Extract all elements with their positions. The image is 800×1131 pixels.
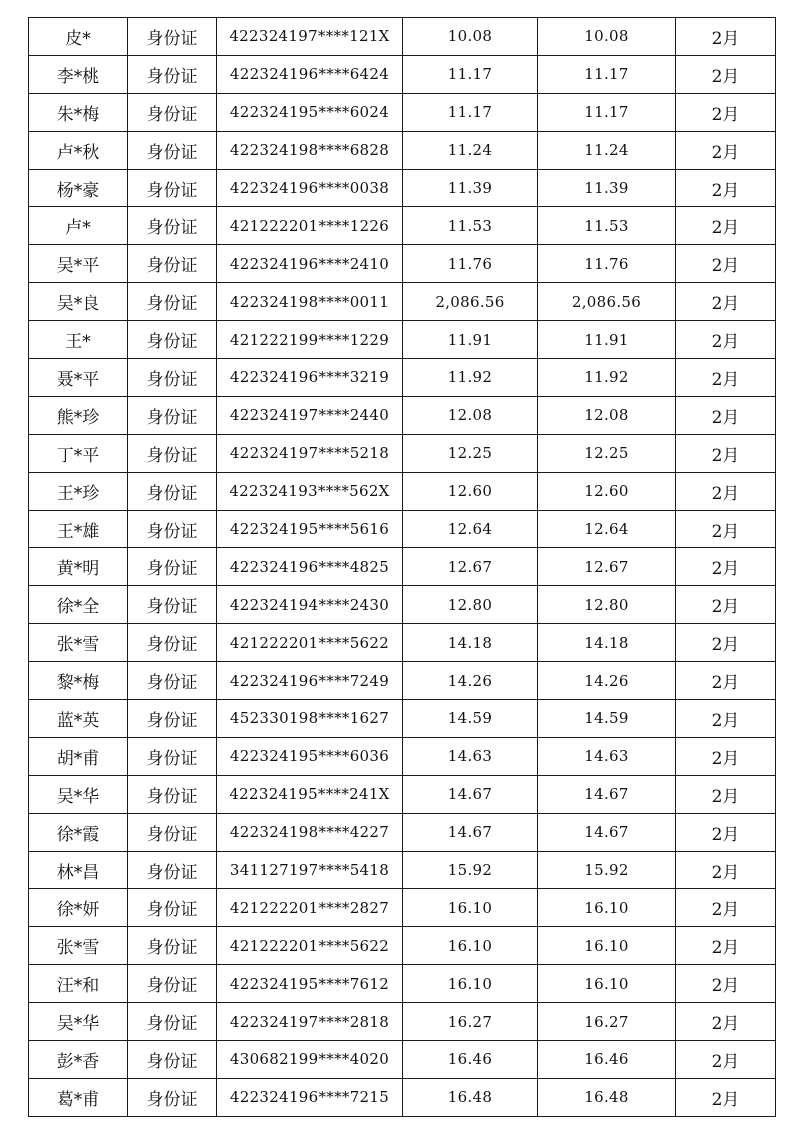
table-row bbox=[29, 510, 776, 548]
person-name-cell: 李*桃 bbox=[29, 55, 128, 93]
table-row bbox=[29, 434, 776, 472]
amount-cell: 11.17 bbox=[403, 55, 538, 93]
month-cell: 2月 bbox=[676, 472, 776, 510]
id-number-cell: 421222201****5622 bbox=[217, 624, 403, 662]
amount-paid-cell: 14.67 bbox=[538, 813, 676, 851]
amount-paid-cell: 11.91 bbox=[538, 321, 676, 359]
amount-paid-cell: 12.08 bbox=[538, 396, 676, 434]
person-name-cell: 汪*和 bbox=[29, 965, 128, 1003]
id-type-cell: 身份证 bbox=[128, 775, 217, 813]
table-row bbox=[29, 396, 776, 434]
table-row bbox=[29, 359, 776, 397]
amount-cell: 16.27 bbox=[403, 1003, 538, 1041]
id-number-cell: 341127197****5418 bbox=[217, 851, 403, 889]
id-number-cell: 422324197****121X bbox=[217, 18, 403, 56]
amount-cell: 12.67 bbox=[403, 548, 538, 586]
table-row bbox=[29, 93, 776, 131]
table-row bbox=[29, 18, 776, 56]
person-name-cell: 黄*明 bbox=[29, 548, 128, 586]
table-row bbox=[29, 737, 776, 775]
amount-cell: 11.17 bbox=[403, 93, 538, 131]
month-cell: 2月 bbox=[676, 851, 776, 889]
amount-cell: 16.10 bbox=[403, 927, 538, 965]
id-number-cell: 421222199****1229 bbox=[217, 321, 403, 359]
id-type-cell: 身份证 bbox=[128, 624, 217, 662]
month-cell: 2月 bbox=[676, 396, 776, 434]
amount-cell: 11.53 bbox=[403, 207, 538, 245]
amount-paid-cell: 16.46 bbox=[538, 1041, 676, 1079]
table-row bbox=[29, 662, 776, 700]
amount-cell: 12.80 bbox=[403, 586, 538, 624]
table-row bbox=[29, 1078, 776, 1116]
table-row bbox=[29, 586, 776, 624]
table-row bbox=[29, 813, 776, 851]
id-number-cell: 422324195****6024 bbox=[217, 93, 403, 131]
amount-paid-cell: 11.17 bbox=[538, 55, 676, 93]
id-type-cell: 身份证 bbox=[128, 889, 217, 927]
id-type-cell: 身份证 bbox=[128, 813, 217, 851]
table-row bbox=[29, 1003, 776, 1041]
amount-paid-cell: 16.27 bbox=[538, 1003, 676, 1041]
person-name-cell: 张*雪 bbox=[29, 927, 128, 965]
month-cell: 2月 bbox=[676, 775, 776, 813]
person-name-cell: 徐*全 bbox=[29, 586, 128, 624]
month-cell: 2月 bbox=[676, 321, 776, 359]
table-row bbox=[29, 472, 776, 510]
id-number-cell: 421222201****5622 bbox=[217, 927, 403, 965]
id-number-cell: 422324194****2430 bbox=[217, 586, 403, 624]
table-row bbox=[29, 321, 776, 359]
table-row bbox=[29, 245, 776, 283]
person-name-cell: 王*珍 bbox=[29, 472, 128, 510]
amount-cell: 14.63 bbox=[403, 737, 538, 775]
id-number-cell: 422324197****2440 bbox=[217, 396, 403, 434]
id-number-cell: 422324196****0038 bbox=[217, 169, 403, 207]
table-row bbox=[29, 131, 776, 169]
table-row bbox=[29, 700, 776, 738]
person-name-cell: 蓝*英 bbox=[29, 700, 128, 738]
amount-paid-cell: 11.24 bbox=[538, 131, 676, 169]
id-type-cell: 身份证 bbox=[128, 548, 217, 586]
id-number-cell: 422324196****4825 bbox=[217, 548, 403, 586]
person-name-cell: 张*雪 bbox=[29, 624, 128, 662]
amount-paid-cell: 12.80 bbox=[538, 586, 676, 624]
month-cell: 2月 bbox=[676, 586, 776, 624]
amount-paid-cell: 12.60 bbox=[538, 472, 676, 510]
amount-cell: 16.46 bbox=[403, 1041, 538, 1079]
id-number-cell: 422324198****6828 bbox=[217, 131, 403, 169]
month-cell: 2月 bbox=[676, 283, 776, 321]
amount-paid-cell: 11.53 bbox=[538, 207, 676, 245]
id-type-cell: 身份证 bbox=[128, 55, 217, 93]
month-cell: 2月 bbox=[676, 18, 776, 56]
amount-paid-cell: 11.76 bbox=[538, 245, 676, 283]
table-row bbox=[29, 889, 776, 927]
id-type-cell: 身份证 bbox=[128, 586, 217, 624]
id-number-cell: 422324196****7249 bbox=[217, 662, 403, 700]
person-name-cell: 吴*良 bbox=[29, 283, 128, 321]
person-name-cell: 彭*香 bbox=[29, 1041, 128, 1079]
month-cell: 2月 bbox=[676, 548, 776, 586]
month-cell: 2月 bbox=[676, 245, 776, 283]
person-name-cell: 胡*甫 bbox=[29, 737, 128, 775]
id-number-cell: 421222201****2827 bbox=[217, 889, 403, 927]
amount-cell: 14.26 bbox=[403, 662, 538, 700]
payment-table-body bbox=[29, 18, 776, 1117]
amount-paid-cell: 11.92 bbox=[538, 359, 676, 397]
id-type-cell: 身份证 bbox=[128, 851, 217, 889]
amount-cell: 14.59 bbox=[403, 700, 538, 738]
id-type-cell: 身份证 bbox=[128, 18, 217, 56]
id-number-cell: 430682199****4020 bbox=[217, 1041, 403, 1079]
amount-paid-cell: 14.26 bbox=[538, 662, 676, 700]
person-name-cell: 丁*平 bbox=[29, 434, 128, 472]
id-number-cell: 421222201****1226 bbox=[217, 207, 403, 245]
month-cell: 2月 bbox=[676, 662, 776, 700]
id-number-cell: 422324195****6036 bbox=[217, 737, 403, 775]
id-type-cell: 身份证 bbox=[128, 434, 217, 472]
amount-cell: 14.67 bbox=[403, 813, 538, 851]
amount-cell: 15.92 bbox=[403, 851, 538, 889]
id-number-cell: 422324196****3219 bbox=[217, 359, 403, 397]
payment-table bbox=[28, 17, 776, 1117]
id-number-cell: 422324196****6424 bbox=[217, 55, 403, 93]
amount-paid-cell: 16.48 bbox=[538, 1078, 676, 1116]
amount-paid-cell: 12.64 bbox=[538, 510, 676, 548]
id-number-cell: 422324195****5616 bbox=[217, 510, 403, 548]
table-row bbox=[29, 624, 776, 662]
table-row bbox=[29, 55, 776, 93]
id-type-cell: 身份证 bbox=[128, 510, 217, 548]
month-cell: 2月 bbox=[676, 207, 776, 245]
person-name-cell: 聂*平 bbox=[29, 359, 128, 397]
id-type-cell: 身份证 bbox=[128, 131, 217, 169]
amount-cell: 16.48 bbox=[403, 1078, 538, 1116]
id-type-cell: 身份证 bbox=[128, 93, 217, 131]
amount-cell: 14.18 bbox=[403, 624, 538, 662]
id-type-cell: 身份证 bbox=[128, 1078, 217, 1116]
month-cell: 2月 bbox=[676, 131, 776, 169]
person-name-cell: 卢* bbox=[29, 207, 128, 245]
month-cell: 2月 bbox=[676, 434, 776, 472]
month-cell: 2月 bbox=[676, 700, 776, 738]
person-name-cell: 林*昌 bbox=[29, 851, 128, 889]
table-row bbox=[29, 283, 776, 321]
id-type-cell: 身份证 bbox=[128, 1041, 217, 1079]
amount-paid-cell: 14.67 bbox=[538, 775, 676, 813]
person-name-cell: 王* bbox=[29, 321, 128, 359]
id-number-cell: 422324193****562X bbox=[217, 472, 403, 510]
id-type-cell: 身份证 bbox=[128, 359, 217, 397]
person-name-cell: 熊*珍 bbox=[29, 396, 128, 434]
amount-cell: 12.64 bbox=[403, 510, 538, 548]
month-cell: 2月 bbox=[676, 1003, 776, 1041]
id-type-cell: 身份证 bbox=[128, 662, 217, 700]
person-name-cell: 吴*华 bbox=[29, 775, 128, 813]
id-type-cell: 身份证 bbox=[128, 283, 217, 321]
id-number-cell: 452330198****1627 bbox=[217, 700, 403, 738]
amount-cell: 14.67 bbox=[403, 775, 538, 813]
id-type-cell: 身份证 bbox=[128, 1003, 217, 1041]
id-number-cell: 422324196****2410 bbox=[217, 245, 403, 283]
id-number-cell: 422324195****7612 bbox=[217, 965, 403, 1003]
id-number-cell: 422324197****2818 bbox=[217, 1003, 403, 1041]
month-cell: 2月 bbox=[676, 927, 776, 965]
table-row bbox=[29, 775, 776, 813]
id-type-cell: 身份证 bbox=[128, 321, 217, 359]
person-name-cell: 徐*妍 bbox=[29, 889, 128, 927]
month-cell: 2月 bbox=[676, 55, 776, 93]
person-name-cell: 吴*平 bbox=[29, 245, 128, 283]
id-type-cell: 身份证 bbox=[128, 700, 217, 738]
id-number-cell: 422324196****7215 bbox=[217, 1078, 403, 1116]
amount-paid-cell: 11.39 bbox=[538, 169, 676, 207]
month-cell: 2月 bbox=[676, 1041, 776, 1079]
month-cell: 2月 bbox=[676, 889, 776, 927]
month-cell: 2月 bbox=[676, 510, 776, 548]
table-row bbox=[29, 965, 776, 1003]
amount-paid-cell: 14.63 bbox=[538, 737, 676, 775]
id-type-cell: 身份证 bbox=[128, 169, 217, 207]
id-number-cell: 422324197****5218 bbox=[217, 434, 403, 472]
id-type-cell: 身份证 bbox=[128, 207, 217, 245]
amount-cell: 10.08 bbox=[403, 18, 538, 56]
amount-paid-cell: 11.17 bbox=[538, 93, 676, 131]
person-name-cell: 皮* bbox=[29, 18, 128, 56]
amount-paid-cell: 10.08 bbox=[538, 18, 676, 56]
person-name-cell: 吴*华 bbox=[29, 1003, 128, 1041]
amount-paid-cell: 14.18 bbox=[538, 624, 676, 662]
table-row bbox=[29, 548, 776, 586]
amount-paid-cell: 16.10 bbox=[538, 889, 676, 927]
id-type-cell: 身份证 bbox=[128, 927, 217, 965]
month-cell: 2月 bbox=[676, 93, 776, 131]
month-cell: 2月 bbox=[676, 1078, 776, 1116]
month-cell: 2月 bbox=[676, 737, 776, 775]
amount-cell: 12.60 bbox=[403, 472, 538, 510]
table-row bbox=[29, 1041, 776, 1079]
id-number-cell: 422324198****4227 bbox=[217, 813, 403, 851]
amount-cell: 11.24 bbox=[403, 131, 538, 169]
month-cell: 2月 bbox=[676, 965, 776, 1003]
month-cell: 2月 bbox=[676, 813, 776, 851]
id-number-cell: 422324195****241X bbox=[217, 775, 403, 813]
month-cell: 2月 bbox=[676, 624, 776, 662]
table-row bbox=[29, 207, 776, 245]
amount-cell: 16.10 bbox=[403, 965, 538, 1003]
id-type-cell: 身份证 bbox=[128, 472, 217, 510]
id-type-cell: 身份证 bbox=[128, 245, 217, 283]
amount-paid-cell: 15.92 bbox=[538, 851, 676, 889]
person-name-cell: 卢*秋 bbox=[29, 131, 128, 169]
person-name-cell: 黎*梅 bbox=[29, 662, 128, 700]
amount-cell: 12.08 bbox=[403, 396, 538, 434]
month-cell: 2月 bbox=[676, 169, 776, 207]
amount-cell: 11.92 bbox=[403, 359, 538, 397]
person-name-cell: 杨*豪 bbox=[29, 169, 128, 207]
person-name-cell: 徐*霞 bbox=[29, 813, 128, 851]
table-row bbox=[29, 169, 776, 207]
id-type-cell: 身份证 bbox=[128, 965, 217, 1003]
amount-paid-cell: 16.10 bbox=[538, 927, 676, 965]
amount-cell: 2,086.56 bbox=[403, 283, 538, 321]
id-type-cell: 身份证 bbox=[128, 396, 217, 434]
amount-paid-cell: 12.25 bbox=[538, 434, 676, 472]
amount-paid-cell: 12.67 bbox=[538, 548, 676, 586]
person-name-cell: 葛*甫 bbox=[29, 1078, 128, 1116]
month-cell: 2月 bbox=[676, 359, 776, 397]
table-row bbox=[29, 927, 776, 965]
amount-paid-cell: 16.10 bbox=[538, 965, 676, 1003]
id-type-cell: 身份证 bbox=[128, 737, 217, 775]
person-name-cell: 王*雄 bbox=[29, 510, 128, 548]
amount-cell: 12.25 bbox=[403, 434, 538, 472]
amount-cell: 11.76 bbox=[403, 245, 538, 283]
id-number-cell: 422324198****0011 bbox=[217, 283, 403, 321]
amount-cell: 11.91 bbox=[403, 321, 538, 359]
amount-paid-cell: 2,086.56 bbox=[538, 283, 676, 321]
table-row bbox=[29, 851, 776, 889]
amount-cell: 11.39 bbox=[403, 169, 538, 207]
amount-paid-cell: 14.59 bbox=[538, 700, 676, 738]
amount-cell: 16.10 bbox=[403, 889, 538, 927]
person-name-cell: 朱*梅 bbox=[29, 93, 128, 131]
